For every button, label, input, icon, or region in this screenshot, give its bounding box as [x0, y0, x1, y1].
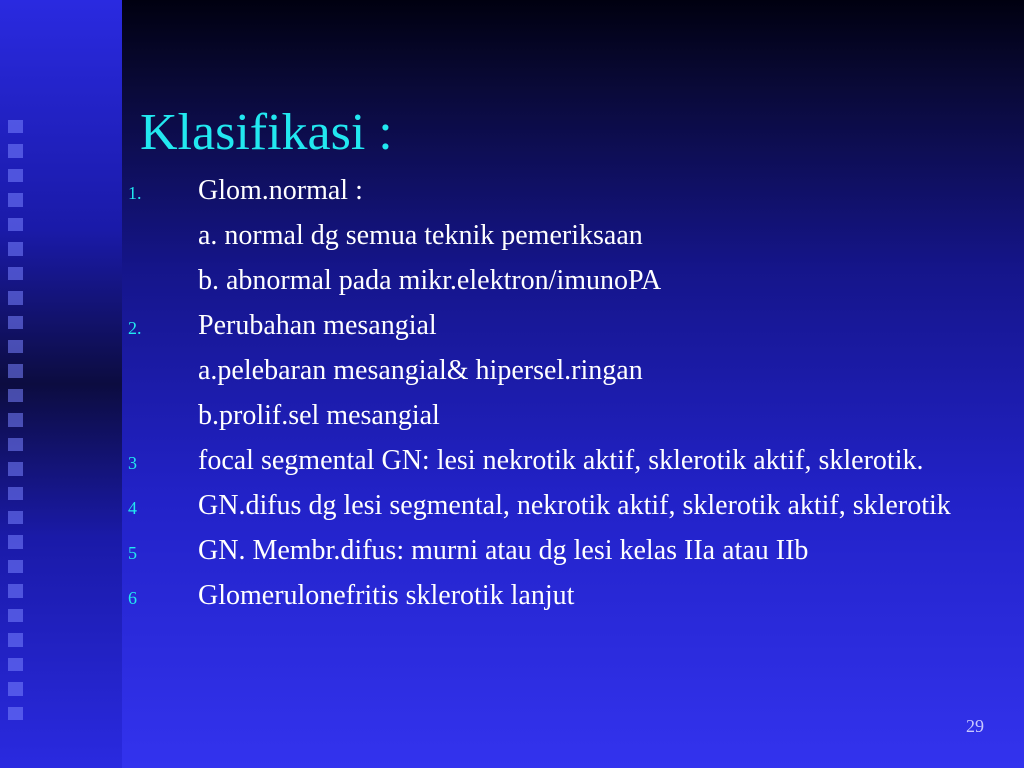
list-item-number: 1. — [128, 183, 142, 203]
slide-title: Klasifikasi : — [140, 104, 393, 161]
list-item — [128, 488, 988, 524]
list-item-text: Glom.normal : — [198, 175, 363, 206]
list-item — [128, 173, 988, 209]
list-item-text: GN.difus dg lesi segmental, nekrotik aktif, sklerotik aktif, sklerotik — [198, 490, 951, 521]
list-item — [128, 578, 988, 614]
sub-item: a. normal dg semua teknik pemeriksaan — [198, 220, 643, 251]
list-item-text: focal segmental GN: lesi nekrotik aktif, sklerotik aktif, sklerotik. — [198, 445, 924, 476]
decorative-squares — [8, 120, 30, 720]
sub-item: b.prolif.sel mesangial — [198, 400, 440, 431]
sub-item: a.pelebaran mesangial& hipersel.ringan — [198, 355, 643, 386]
list-item-number: 5 — [128, 543, 137, 563]
classification-list — [128, 173, 988, 623]
list-item-text: Glomerulonefritis sklerotik lanjut — [198, 580, 575, 611]
list-item-text: GN. Membr.difus: murni atau dg lesi kelas IIa atau IIb — [198, 535, 809, 566]
list-item-number: 6 — [128, 588, 137, 608]
list-item — [128, 443, 988, 479]
list-item-number: 2. — [128, 318, 142, 338]
sub-item: b. abnormal pada mikr.elektron/imunoPA — [198, 265, 662, 296]
list-item-text: Perubahan mesangial — [198, 310, 437, 341]
list-item — [128, 533, 988, 569]
left-decorative-strip — [0, 0, 122, 768]
list-item-number: 3 — [128, 453, 137, 473]
page-number: 29 — [966, 716, 984, 736]
list-item — [128, 308, 988, 344]
list-item-number: 4 — [128, 498, 137, 518]
